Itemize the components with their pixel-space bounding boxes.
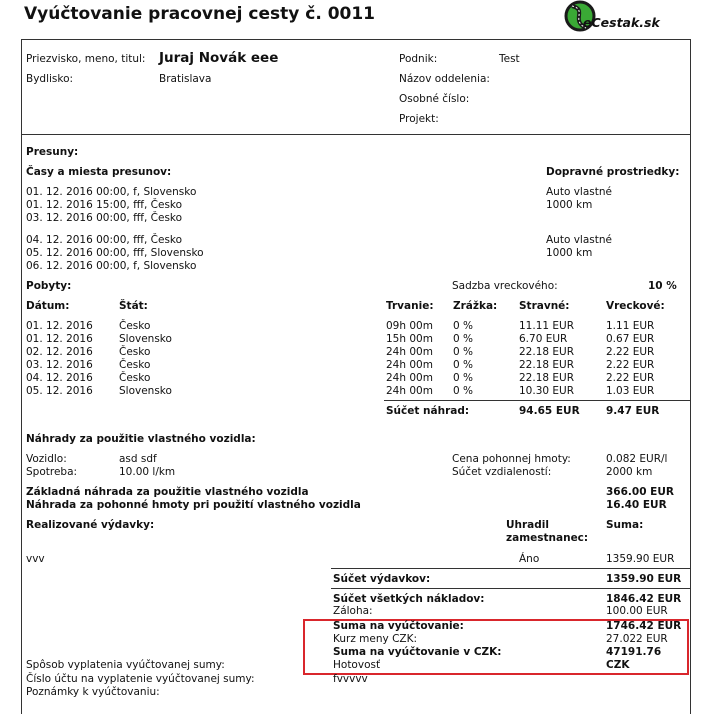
expenses-amount-heading: Suma: — [606, 519, 644, 531]
table-cell-pocket: 1.11 EUR — [606, 320, 655, 332]
consumption-label: Spotreba: — [26, 466, 78, 478]
table-cell-country: Česko — [119, 346, 151, 358]
table-cell-duration: 24h 00m — [386, 385, 433, 397]
table-cell-country: Slovensko — [119, 385, 172, 397]
vehicle-value: asd sdf — [119, 453, 157, 465]
frame-top-line — [21, 39, 691, 40]
table-cell-pocket: 2.22 EUR — [606, 346, 655, 358]
vehicles-heading: Dopravné prostriedky: — [546, 166, 680, 178]
sum-separator-line — [384, 400, 690, 401]
address-label: Bydlisko: — [26, 73, 74, 85]
column-header-meals: Stravné: — [519, 300, 570, 312]
transfer-times-heading: Časy a miesta presunov: — [26, 166, 172, 178]
department-label: Názov oddelenia: — [399, 73, 490, 85]
fuel-compensation-value: 16.40 EUR — [606, 499, 667, 511]
advance-label: Záloha: — [333, 605, 373, 617]
employee-address: Bratislava — [159, 73, 212, 85]
table-cell-country: Česko — [119, 359, 151, 371]
column-header-date: Dátum: — [26, 300, 70, 312]
transfer-distance: 1000 km — [546, 199, 593, 211]
column-header-deduction: Zrážka: — [453, 300, 498, 312]
payment-method-value: Hotovosť — [333, 659, 381, 671]
settlement-label: Suma na vyúčtovanie: — [333, 620, 464, 632]
table-cell-meals: 22.18 EUR — [519, 372, 575, 384]
name-label: Priezvisko, meno, titul: — [26, 53, 146, 65]
totals-line — [331, 588, 690, 589]
table-cell-pocket: 1.03 EUR — [606, 385, 655, 397]
transfers-heading: Presuny: — [26, 146, 79, 158]
table-cell-duration: 24h 00m — [386, 359, 433, 371]
all-costs-label: Súčet všetkých nákladov: — [333, 593, 485, 605]
transfer-line: 01. 12. 2016 00:00, f, Slovensko — [26, 186, 197, 198]
employee-name: Juraj Novák eee — [159, 50, 279, 66]
vehicle-label: Vozidlo: — [26, 453, 67, 465]
table-cell-pocket: 0.67 EUR — [606, 333, 655, 345]
distance-sum-value: 2000 km — [606, 466, 653, 478]
expenses-sum-label: Súčet výdavkov: — [333, 573, 431, 585]
transfer-line: 03. 12. 2016 00:00, fff, Česko — [26, 212, 183, 224]
expense-name: vvv — [26, 553, 45, 565]
stays-sum-pocket: 9.47 EUR — [606, 405, 660, 417]
expense-paid: Áno — [519, 553, 540, 565]
table-cell-pocket: 2.22 EUR — [606, 359, 655, 371]
expenses-paid-heading-2: zamestnanec: — [506, 532, 589, 544]
stays-sum-label: Súčet náhrad: — [386, 405, 470, 417]
notes-label: Poznámky k vyúčtovaniu: — [26, 686, 160, 698]
company-value: Test — [499, 53, 520, 65]
table-cell-country: Česko — [119, 320, 151, 332]
table-cell-meals: 22.18 EUR — [519, 346, 575, 358]
table-cell-date: 01. 12. 2016 — [26, 333, 93, 345]
transfer-line: 06. 12. 2016 00:00, f, Slovensko — [26, 260, 197, 272]
expenses-sum-value: 1359.90 EUR — [606, 573, 682, 585]
distance-sum-label: Súčet vzdialeností: — [452, 466, 552, 478]
settlement-czk-label: Suma na vyúčtovanie v CZK: — [333, 646, 502, 658]
table-cell-duration: 15h 00m — [386, 333, 433, 345]
table-cell-deduction: 0 % — [453, 346, 473, 358]
base-compensation-value: 366.00 EUR — [606, 486, 674, 498]
stays-heading: Pobyty: — [26, 280, 72, 292]
account-number-value: fvvvvv — [333, 673, 368, 685]
company-label: Podnik: — [399, 53, 438, 65]
table-cell-country: Slovensko — [119, 333, 172, 345]
pocket-rate-value: 10 % — [648, 280, 677, 292]
all-costs-value: 1846.42 EUR — [606, 593, 682, 605]
table-cell-meals: 22.18 EUR — [519, 359, 575, 371]
column-header-pocket: Vreckové: — [606, 300, 665, 312]
project-label: Projekt: — [399, 113, 439, 125]
settlement-czk-currency: CZK — [606, 659, 630, 671]
base-compensation-label: Základná náhrada za použitie vlastného vozidla — [26, 486, 309, 498]
table-cell-deduction: 0 % — [453, 385, 473, 397]
column-header-country: Štát: — [119, 300, 148, 312]
table-cell-duration: 24h 00m — [386, 372, 433, 384]
personal-number-label: Osobné číslo: — [399, 93, 470, 105]
frame-right-line — [690, 39, 691, 714]
table-cell-date: 02. 12. 2016 — [26, 346, 93, 358]
table-cell-meals: 10.30 EUR — [519, 385, 575, 397]
table-cell-deduction: 0 % — [453, 359, 473, 371]
column-header-duration: Trvanie: — [386, 300, 434, 312]
table-cell-deduction: 0 % — [453, 372, 473, 384]
logo-text: eCestak.sk — [583, 15, 660, 30]
expense-amount: 1359.90 EUR — [606, 553, 675, 565]
exchange-rate-value: 27.022 EUR — [606, 633, 668, 645]
table-cell-duration: 24h 00m — [386, 346, 433, 358]
table-cell-deduction: 0 % — [453, 333, 473, 345]
separator-line — [21, 134, 691, 135]
fuel-price-value: 0.082 EUR/l — [606, 453, 668, 465]
transfer-vehicle: Auto vlastné — [546, 186, 612, 198]
table-cell-duration: 09h 00m — [386, 320, 433, 332]
consumption-value: 10.00 l/km — [119, 466, 176, 478]
transfer-line: 01. 12. 2016 15:00, fff, Česko — [26, 199, 183, 211]
table-cell-date: 01. 12. 2016 — [26, 320, 93, 332]
payment-method-label: Spôsob vyplatenia vyúčtovanej sumy: — [26, 659, 225, 671]
table-cell-date: 05. 12. 2016 — [26, 385, 93, 397]
transfer-line: 04. 12. 2016 00:00, fff, Česko — [26, 234, 183, 246]
table-cell-pocket: 2.22 EUR — [606, 372, 655, 384]
table-cell-country: Česko — [119, 372, 151, 384]
settlement-value: 1746.42 EUR — [606, 620, 682, 632]
table-cell-deduction: 0 % — [453, 320, 473, 332]
expenses-heading: Realizované výdavky: — [26, 519, 155, 531]
stays-sum-meals: 94.65 EUR — [519, 405, 580, 417]
pocket-rate-label: Sadzba vreckového: — [452, 280, 558, 292]
expenses-sum-line — [331, 568, 690, 569]
transfer-line: 05. 12. 2016 00:00, fff, Slovensko — [26, 247, 204, 259]
table-cell-date: 04. 12. 2016 — [26, 372, 93, 384]
advance-value: 100.00 EUR — [606, 605, 668, 617]
fuel-compensation-label: Náhrada za pohonné hmoty pri použití vlastného vozidla — [26, 499, 361, 511]
table-cell-meals: 6.70 EUR — [519, 333, 568, 345]
expenses-paid-heading: Uhradil — [506, 519, 549, 531]
document-title: Vyúčtovanie pracovnej cesty č. 0011 — [24, 4, 376, 24]
settlement-czk-value: 47191.76 — [606, 646, 662, 658]
table-cell-meals: 11.11 EUR — [519, 320, 575, 332]
fuel-price-label: Cena pohonnej hmoty: — [452, 453, 571, 465]
transfer-vehicle: Auto vlastné — [546, 234, 612, 246]
exchange-rate-label: Kurz meny CZK: — [333, 633, 418, 645]
account-number-label: Číslo účtu na vyplatenie vyúčtovanej sumy: — [26, 673, 255, 685]
transfer-distance: 1000 km — [546, 247, 593, 259]
table-cell-date: 03. 12. 2016 — [26, 359, 93, 371]
vehicle-heading: Náhrady za použitie vlastného vozidla: — [26, 433, 256, 445]
frame-left-line — [21, 39, 22, 714]
